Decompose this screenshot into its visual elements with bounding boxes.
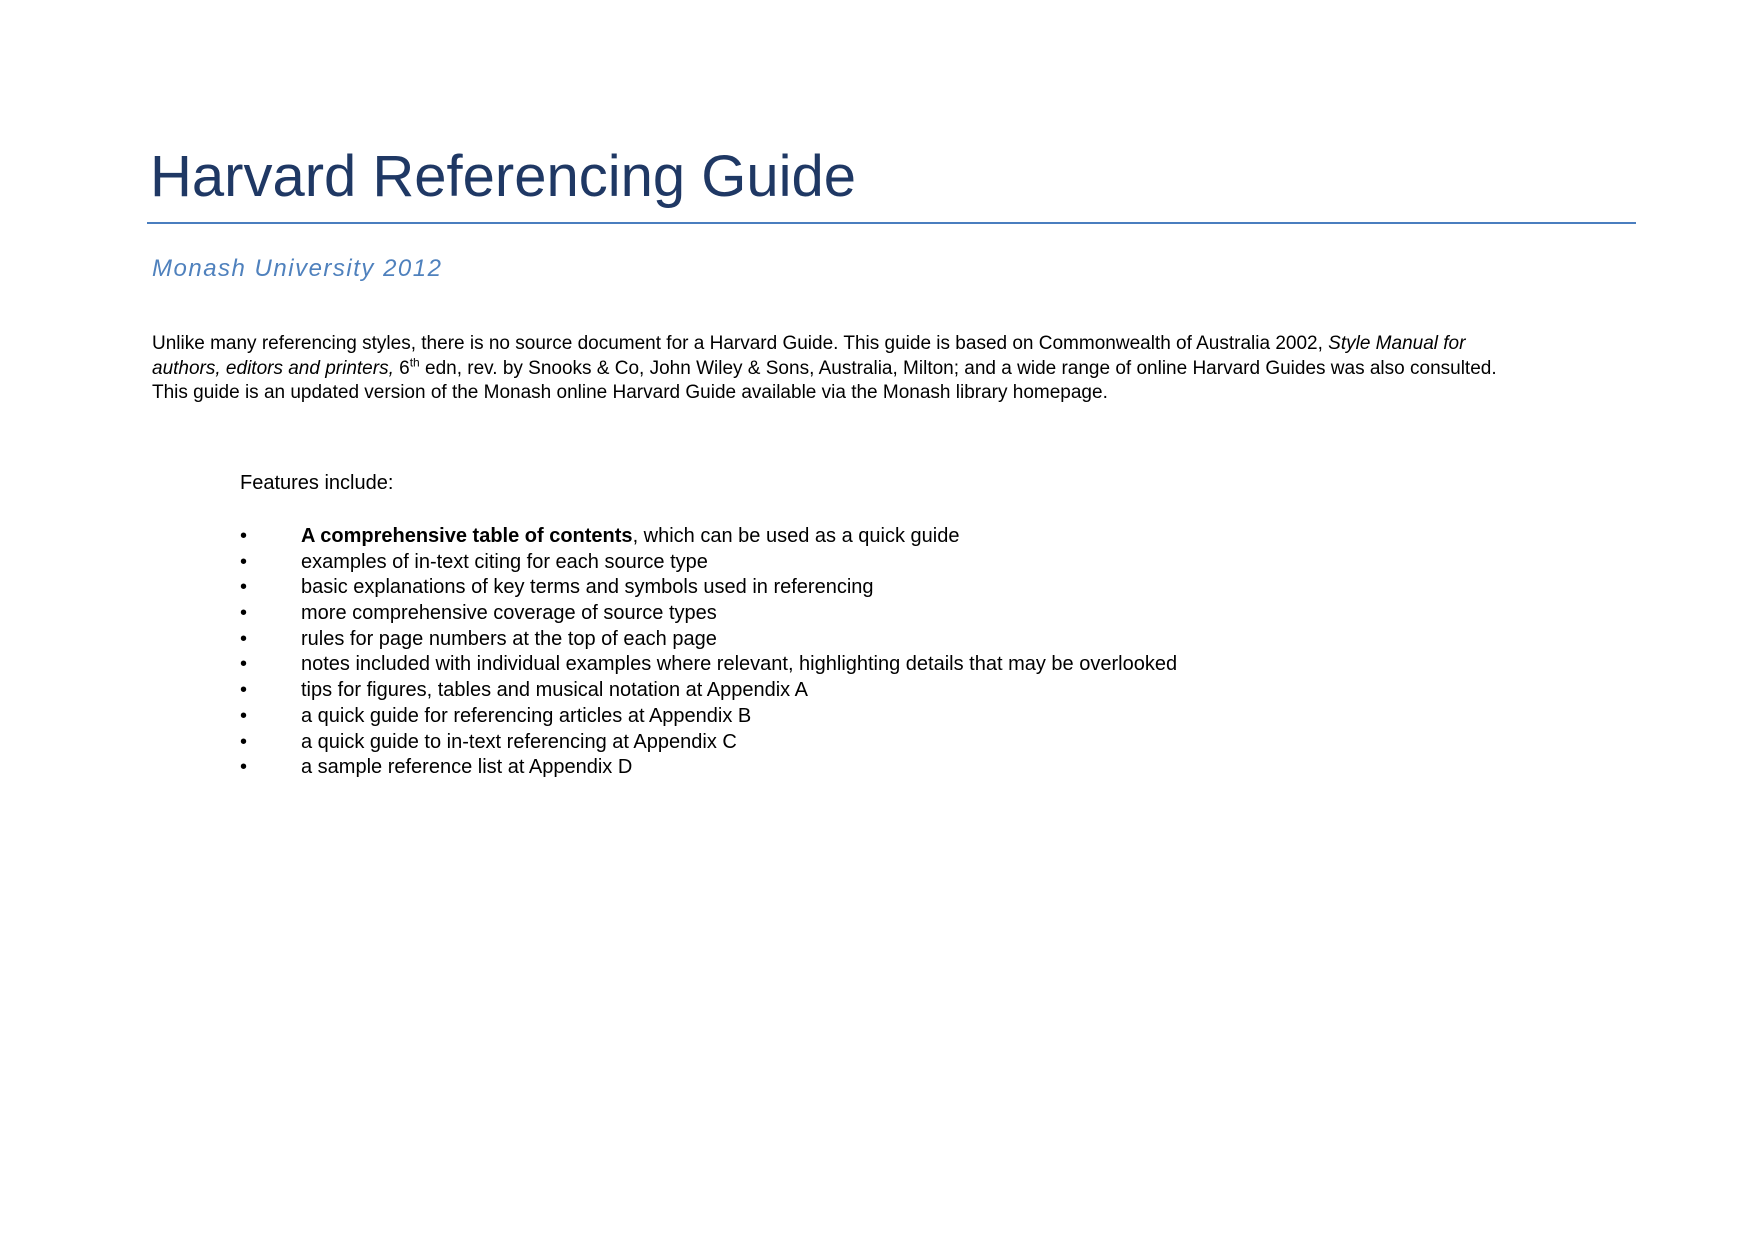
bullet-icon: • — [240, 525, 248, 547]
bullet-icon: • — [240, 550, 248, 573]
feature-text: a quick guide to in-text referencing at Appendix C — [301, 730, 737, 753]
bullet-icon: • — [240, 704, 248, 727]
bullet-icon: • — [240, 653, 248, 676]
intro-text: edn, rev. by Snooks & Co, John Wiley & Sons, Australia, Milton; and a wide range of online Harvard Guides was also consulted. — [419, 357, 1497, 379]
feature-bold-text: A comprehensive table of contents — [301, 525, 633, 547]
feature-list-item — [240, 678, 1177, 704]
bullet-icon: • — [240, 679, 248, 702]
feature-list-item — [240, 730, 1177, 756]
intro-italic-title-cont: authors, editors and printers, — [152, 357, 394, 379]
feature-list-item — [240, 524, 1177, 550]
feature-list-item — [240, 550, 1177, 576]
feature-text: examples of in-text citing for each source type — [301, 550, 708, 573]
feature-list-item — [240, 755, 1177, 781]
features-heading: Features include: — [240, 472, 394, 494]
page-title: Harvard Referencing Guide — [150, 144, 857, 209]
intro-line-3: This guide is an updated version of the Monash online Harvard Guide available via the Monash library homepage. — [152, 382, 1108, 404]
intro-paragraph — [152, 332, 1652, 406]
feature-list-item — [240, 652, 1177, 678]
feature-text: basic explanations of key terms and symbols used in referencing — [301, 576, 874, 599]
subtitle: Monash University 2012 — [152, 255, 443, 282]
feature-text: rules for page numbers at the top of each page — [301, 627, 717, 650]
feature-text: a quick guide for referencing articles at Appendix B — [301, 704, 752, 727]
feature-text: a sample reference list at Appendix D — [301, 756, 633, 779]
intro-italic-title: Style Manual for — [1328, 333, 1466, 354]
edition-superscript: th — [409, 355, 420, 370]
intro-line-1 — [152, 332, 1652, 357]
feature-list-item — [240, 575, 1177, 601]
bullet-icon: • — [240, 730, 248, 753]
bullet-icon: • — [240, 756, 248, 779]
intro-line-2 — [152, 357, 1652, 382]
feature-text: more comprehensive coverage of source types — [301, 602, 717, 625]
feature-list-item — [240, 627, 1177, 653]
bullet-icon: • — [240, 602, 248, 625]
feature-list-item — [240, 601, 1177, 627]
bullet-icon: • — [240, 576, 248, 599]
intro-text: Unlike many referencing styles, there is no source document for a Harvard Guide. This guide is based on Commonwealth of Australia 2002, — [152, 333, 1329, 354]
title-divider — [147, 222, 1636, 224]
feature-text: notes included with individual examples where relevant, highlighting details that may be overlooked — [301, 653, 1178, 676]
intro-text: 6 — [393, 357, 410, 379]
feature-text: , which can be used as a quick guide — [632, 525, 960, 547]
feature-text: tips for figures, tables and musical notation at Appendix A — [301, 679, 808, 702]
feature-list-item — [240, 704, 1177, 730]
bullet-icon: • — [240, 627, 248, 650]
features-list — [240, 524, 1177, 781]
